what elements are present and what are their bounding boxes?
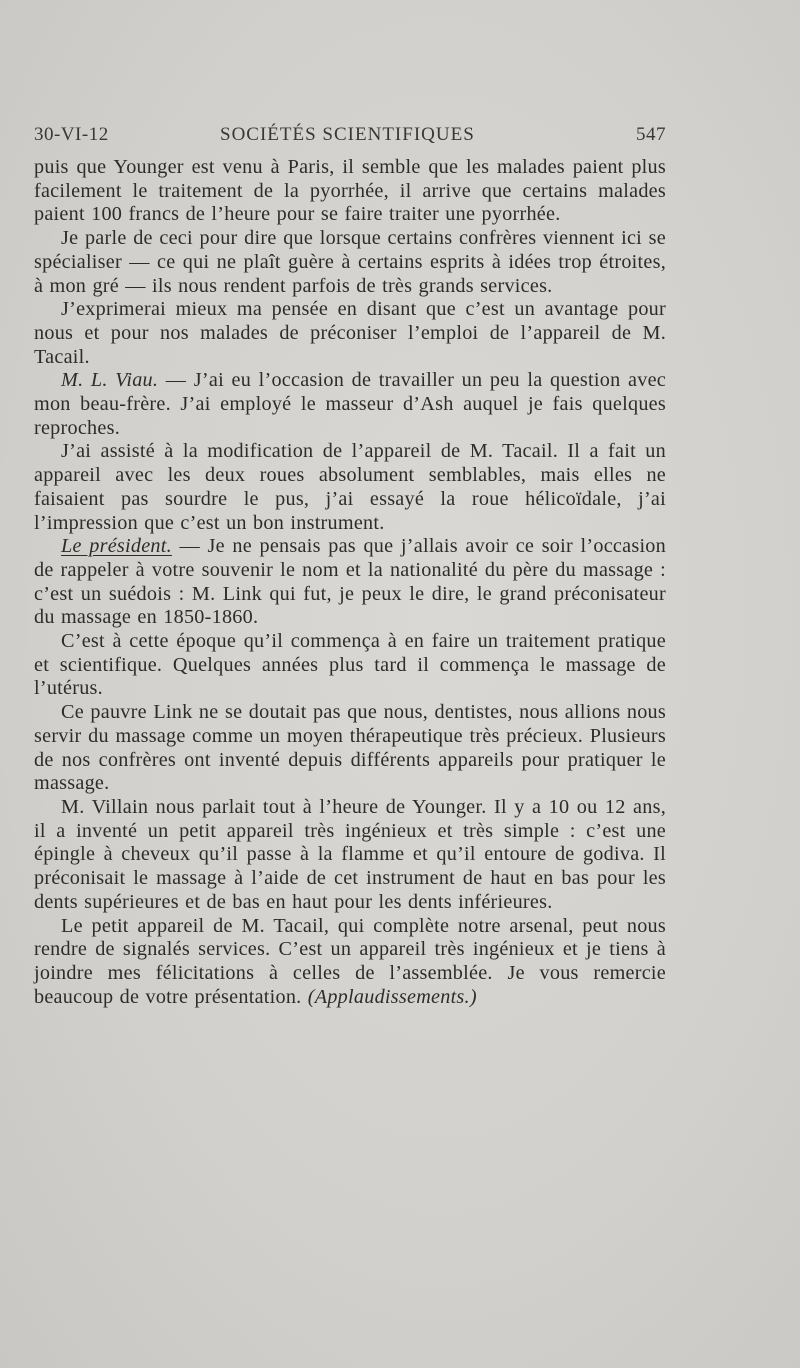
paragraph [34,796,666,915]
paragraph-text: Je parle de ceci pour dire que lorsque certains confrères viennent ici se spécialiser — ce qui ne plaît guère à certains esprits à idées trop étroites, à mon gré — ils nous rendent parfois de très grands services. [34,227,666,297]
paragraph-text: puis que Younger est venu à Paris, il semble que les malades paient plus facilement le traitement de la pyorrhée, il arrive que certains malades paient 100 francs de l’heure pour se faire traiter une pyorrhée. [34,156,666,226]
page-number: 547 [636,124,666,145]
running-head [34,124,666,154]
paragraph-text: M. Villain nous parlait tout à l’heure de Younger. Il y a 10 ou 12 ans, il a inventé un petit appareil très ingénieux et très simple : c’est une épingle à cheveux qu’il passe à la flamme et qu’il entoure de godiva. Il préconisait le massage à l’aide de cet instrument de haut en bas pour les dents supérieures et de bas en haut pour les dents inférieures. [34,795,666,913]
paragraph [34,298,666,369]
paragraph [34,701,666,796]
paragraph-text: — Je ne pensais pas que j’allais avoir ce soir l’occasion de rappeler à votre souvenir le nom et la nationalité du père du massage : c’est un suédois : M. Link qui fut, je peux le dire, le grand préconisateur du massage en 1850-1860. [34,535,666,629]
paragraph-text: J’exprimerai mieux ma pensée en disant que c’est un avantage pour nous et pour nos malades de préconiser l’emploi de l’appareil de M. Tacail. [34,298,666,368]
running-head-date: 30-VI-12 [34,124,109,145]
paragraph [34,630,666,701]
paragraph-text: — J’ai eu l’occasion de travailler un peu la question avec mon beau-frère. J’ai employé le masseur d’Ash auquel je fais quelques reproches. [34,369,666,439]
paragraph [34,535,666,630]
paragraph [34,440,666,535]
applause-note: (Applaudissements.) [307,985,477,1008]
paragraph-text: J’ai assisté à la modification de l’appareil de M. Tacail. Il a fait un appareil avec les deux roues absolument semblables, mais elles ne faisaient pas sourdre le pus, j’ai essayé la roue hélicoïdale, j’ai l’impression que c’est un bon instrument. [34,440,666,534]
paragraph-text: C’est à cette époque qu’il commença à en faire un traitement pratique et scientifique. Quelques années plus tard il commença le massage de l’utérus. [34,630,666,700]
paragraph [34,227,666,298]
paragraph-text: Ce pauvre Link ne se doutait pas que nous, dentistes, nous allions nous servir du massage comme un moyen thérapeutique très précieux. Plusieurs de nos confrères ont inventé depuis différents appareils pour pratiquer le massage. [34,701,666,795]
body-text [34,156,666,1009]
running-head-title: SOCIÉTÉS SCIENTIFIQUES [220,124,475,145]
document-page [34,124,666,1009]
speaker-name: M. L. Viau. [61,369,159,392]
paragraph-text: Le petit appareil de M. Tacail, qui complète notre arsenal, peut nous rendre de signalés services. C’est un appareil très ingénieux et je tiens à joindre mes félicitations à celles de l’assemblée. Je vous remercie beaucoup de votre présentation. [34,914,666,1008]
paragraph [34,369,666,440]
paragraph [34,915,666,1010]
speaker-name: Le président. [61,535,172,558]
paragraph [34,156,666,227]
